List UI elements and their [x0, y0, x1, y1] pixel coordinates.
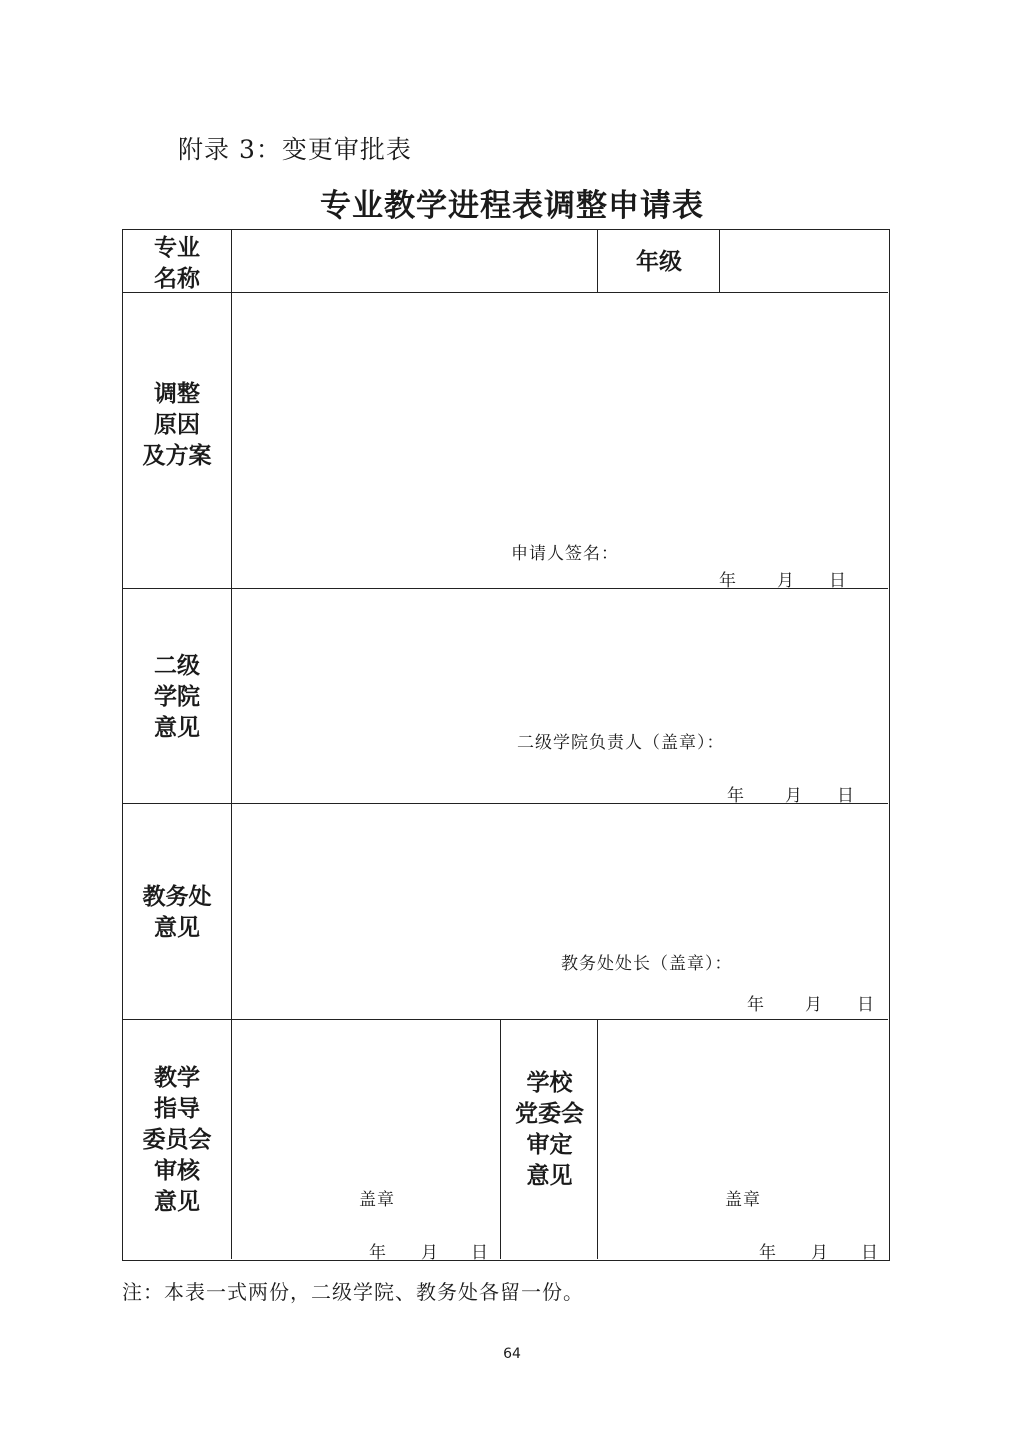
date-month: 月: [811, 1243, 828, 1263]
party-stamp-label: 盖章: [725, 1190, 761, 1210]
college-opinion-field[interactable]: [233, 590, 887, 720]
date-month: 月: [777, 571, 794, 591]
date-day: 日: [471, 1243, 488, 1263]
col-divider: [231, 230, 232, 1259]
form-title: 专业教学进程表调整申请表: [320, 188, 704, 224]
grade-field[interactable]: [721, 232, 887, 290]
date-month: 月: [421, 1243, 438, 1263]
page-number: 64: [503, 1346, 521, 1362]
office-opinion-field[interactable]: [233, 805, 887, 935]
major-name-field[interactable]: [233, 232, 595, 290]
row-divider: [123, 292, 888, 293]
date-day: 日: [861, 1243, 878, 1263]
grade-label: 年级: [636, 248, 682, 275]
date-day: 日: [857, 995, 874, 1015]
appendix-label: 附录 3：变更审批表: [178, 135, 412, 164]
committee-date: [369, 1238, 488, 1263]
party-committee-label: 学校 党委会 审定 意见: [515, 1069, 584, 1189]
office-head-signature-label: 教务处处长（盖章）：: [561, 954, 733, 974]
party-committee-field[interactable]: [599, 1021, 887, 1171]
office-date: [747, 990, 874, 1015]
date-year: 年: [719, 571, 736, 591]
reason-date: [719, 566, 846, 591]
row-divider: [123, 1019, 888, 1020]
applicant-signature-label: 申请人签名：: [511, 544, 619, 564]
committee-review-field[interactable]: [233, 1021, 498, 1171]
college-head-signature-label: 二级学院负责人（盖章）：: [517, 733, 725, 753]
col-divider: [719, 230, 720, 292]
reason-label: 调整 原因 及方案: [142, 380, 212, 469]
date-year: 年: [759, 1243, 776, 1263]
committee-review-label: 教学 指导 委员会 审核 意见: [142, 1064, 212, 1215]
col-divider: [597, 1019, 598, 1259]
major-name-label: 专业 名称: [154, 234, 200, 292]
date-day: 日: [837, 786, 854, 806]
reason-field[interactable]: [233, 294, 887, 524]
college-date: [727, 781, 854, 806]
date-day: 日: [829, 571, 846, 591]
party-date: [759, 1238, 878, 1263]
date-year: 年: [727, 786, 744, 806]
date-year: 年: [747, 995, 764, 1015]
office-opinion-label: 教务处 意见: [142, 883, 212, 941]
date-month: 月: [785, 786, 802, 806]
col-divider: [597, 230, 598, 292]
col-divider: [500, 1019, 501, 1259]
date-year: 年: [369, 1243, 386, 1263]
date-month: 月: [805, 995, 822, 1015]
application-form: [122, 229, 890, 1261]
footnote: 注：本表一式两份，二级学院、教务处各留一份。: [122, 1280, 584, 1304]
committee-stamp-label: 盖章: [359, 1190, 395, 1210]
college-opinion-label: 二级 学院 意见: [154, 652, 200, 741]
